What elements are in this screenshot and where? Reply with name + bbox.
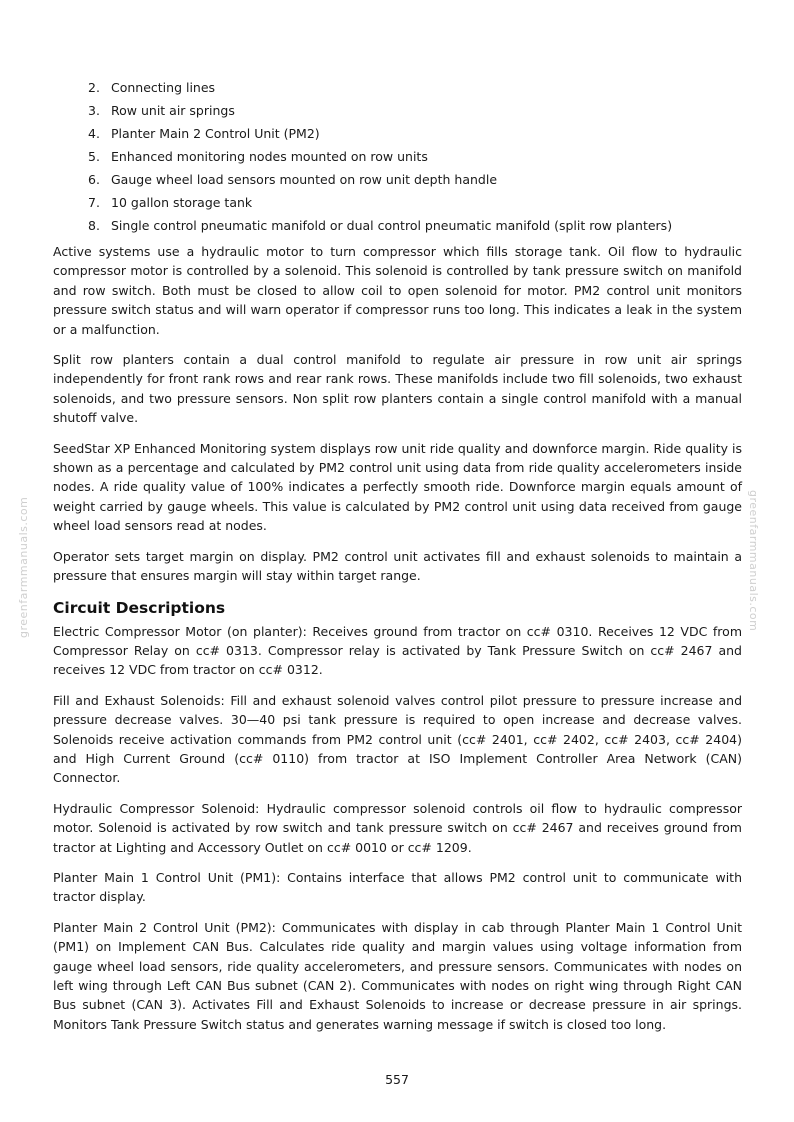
list-item	[53, 145, 742, 168]
paragraph-active-systems: Active systems use a hydraulic motor to turn compressor which fills storage tank. Oil flow to hydraulic compressor motor is controlled by a solenoid. This solenoid is controlled by tank pressure switch on manifold and row switch. Both must be closed to allow coil to open solenoid for motor. PM2 control unit monitors pressure switch status and will warn operator if compressor runs too long. This indicates a leak in the system or a malfunction.	[53, 244, 742, 337]
watermark-left: greenfarmmanuals.com	[17, 496, 30, 638]
page-number: 557	[385, 1072, 409, 1087]
list-number: 2.	[88, 80, 100, 95]
list-number: 4.	[88, 126, 100, 141]
list-text: 10 gallon storage tank	[111, 195, 253, 210]
list-item	[53, 168, 742, 191]
list-item	[53, 191, 742, 214]
section-heading: Circuit Descriptions	[53, 598, 226, 617]
paragraph-pm1: Planter Main 1 Control Unit (PM1): Contains interface that allows PM2 control unit to communicate with tractor display.	[53, 869, 742, 905]
paragraph-target-margin: Operator sets target margin on display. PM2 control unit activates fill and exhaust solenoids to maintain a pressure that ensures margin will stay within target range.	[53, 548, 742, 584]
paragraph-enhanced-monitoring: SeedStar XP Enhanced Monitoring system displays row unit ride quality and downforce margin. Ride quality is shown as a percentage and calculated by PM2 control unit using data from ride quality accelerometers inside nodes. A ride quality value of 100% indicates a perfectly smooth ride. Downforce margin equals amount of weight carried by gauge wheels. This value is calculated by PM2 control unit using data received from gauge wheel load sensors read at nodes.	[53, 440, 742, 534]
list-text: Gauge wheel load sensors mounted on row unit depth handle	[111, 172, 498, 187]
list-text: Row unit air springs	[111, 103, 235, 118]
list-number: 7.	[88, 195, 100, 210]
list-text: Enhanced monitoring nodes mounted on row units	[111, 149, 428, 164]
page-content	[53, 76, 742, 1045]
paragraph-fill-exhaust: Fill and Exhaust Solenoids: Fill and exhaust solenoid valves control pilot pressure to pressure increase and pressure decrease valves. 30—40 psi tank pressure is required to open increase and decrease valves. Solenoids receive activation commands from PM2 control unit (cc# 2401, cc# 2402, cc# 2403, cc# 2404) and High Current Ground (cc# 0110) from tractor at ISO Implement Controller Area Network (CAN) Connector.	[53, 692, 742, 786]
paragraph-hydraulic-solenoid: Hydraulic Compressor Solenoid: Hydraulic compressor solenoid controls oil flow to hydraulic compressor motor. Solenoid is activated by row switch and tank pressure switch on cc# 2467 and receives ground from tractor at Lighting and Accessory Outlet on cc# 0010 or cc# 1209.	[53, 800, 742, 855]
paragraph-split-row: Split row planters contain a dual control manifold to regulate air pressure in row unit air springs independently for front rank rows and rear rank rows. These manifolds include two fill solenoids, two exhaust solenoids, and two pressure sensors. Non split row planters contain a single control manifold with a manual shutoff valve.	[53, 352, 742, 426]
list-text: Planter Main 2 Control Unit (PM2)	[111, 126, 320, 141]
list-text: Single control pneumatic manifold or dual control pneumatic manifold (split row planters)	[111, 218, 673, 233]
list-number: 3.	[88, 103, 100, 118]
list-item	[53, 76, 742, 99]
paragraph-pm2: Planter Main 2 Control Unit (PM2): Communicates with display in cab through Planter Main 1 Control Unit (PM1) on Implement CAN Bus. Calculates ride quality and margin values using voltage information from gauge wheel load sensors, ride quality accelerometers, and pressure sensors. Communicates with nodes on left wing through Left CAN Bus subnet (CAN 2). Communicates with nodes on right wing through Right CAN Bus subnet (CAN 3). Activates Fill and Exhaust Solenoids to increase or decrease pressure in air springs. Monitors Tank Pressure Switch status and generates warning message if switch is closed too long.	[53, 919, 742, 1032]
paragraph-electric-compressor: Electric Compressor Motor (on planter): Receives ground from tractor on cc# 0310. Receives 12 VDC from Compressor Relay on cc# 0313. Compressor relay is activated by Tank Pressure Switch on cc# 2467 and receives 12 VDC from tractor on cc# 0312.	[53, 623, 742, 678]
list-text: Connecting lines	[111, 80, 216, 95]
list-item	[53, 99, 742, 122]
list-number: 8.	[88, 218, 100, 233]
list-item	[53, 214, 742, 237]
component-list	[53, 76, 742, 237]
list-number: 6.	[88, 172, 100, 187]
watermark-right: greenfarmmanuals.com	[747, 490, 760, 632]
list-number: 5.	[88, 149, 100, 164]
list-item	[53, 122, 742, 145]
